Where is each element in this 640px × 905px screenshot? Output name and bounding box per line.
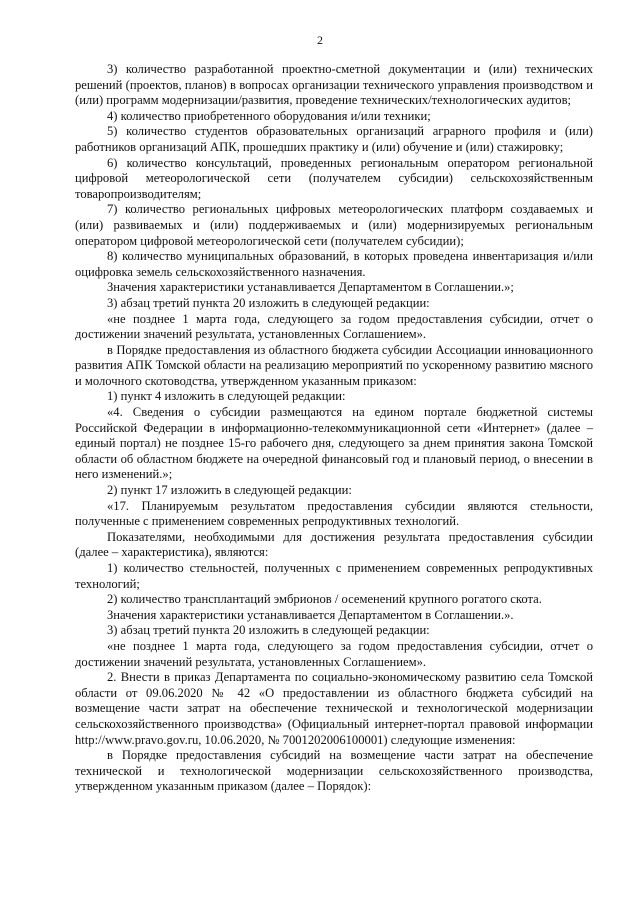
- paragraph: «17. Планируемым результатом предоставления субсидии являются стельности, полученные с применением современных репродуктивных технологий.: [75, 498, 593, 529]
- paragraph: 7) количество региональных цифровых метеорологических платформ создаваемых и (или) развиваемых и (или) поддерживаемых и (или) модернизируемых региональным оператором цифровой метеорологической сети (получателем субсидии);: [75, 202, 593, 248]
- paragraph: 2) количество трансплантаций эмбрионов / осеменений крупного рогатого скота.: [107, 592, 542, 607]
- paragraph: 2. Внести в приказ Департамента по социально-экономическому развитию села Томской области от 09.06.2020 № 42 «О предоставлении из областного бюджета субсидий на возмещение части затрат на обеспечение технической и технологической модернизации сельскохозяйственного производства» (Официальный интернет-портал правовой информации http://www.pravo.gov.ru, 10.06.2020, № 7001202006100001) следующие изменения:: [75, 670, 593, 747]
- paragraph: 3) абзац третий пункта 20 изложить в следующей редакции:: [107, 623, 430, 638]
- paragraph: 3) количество разработанной проектно-сметной документации и (или) технических решений (проектов, планов) в вопросах организации технического управления производством и (или) программ модернизации/развития, проведение технических/технологических аудитов;: [75, 62, 593, 108]
- page-number: 2: [317, 33, 323, 47]
- paragraph: 4) количество приобретенного оборудования и/или техники;: [107, 108, 431, 123]
- paragraph: в Порядке предоставления субсидий на возмещение части затрат на обеспечение технической и технологической модернизации сельскохозяйственного производства, утвержденном указанным приказом (далее – Порядок):: [75, 748, 593, 794]
- paragraph: 5) количество студентов образовательных организаций аграрного профиля и (или) работников организаций АПК, прошедших практику и (или) обучение и (или) стажировку;: [75, 124, 593, 154]
- paragraph: 1) пункт 4 изложить в следующей редакции:: [107, 389, 346, 404]
- paragraph: Значения характеристики устанавливается Департаментом в Соглашении.»;: [107, 280, 514, 295]
- paragraph: 2) пункт 17 изложить в следующей редакции:: [107, 483, 352, 498]
- paragraph: в Порядке предоставления из областного бюджета субсидии Ассоциации инновационного развития АПК Томской области на реализацию мероприятий по ускоренному развитию мясного и молочного скотоводства, утвержденном указанным приказом:: [75, 342, 593, 388]
- paragraph: «не позднее 1 марта года, следующего за годом предоставления субсидии, отчет о достижении значений результата, установленных Соглашением».: [75, 311, 593, 342]
- paragraph: 3) абзац третий пункта 20 изложить в следующей редакции:: [107, 295, 430, 310]
- paragraph: «4. Сведения о субсидии размещаются на едином портале бюджетной системы Российской Федерации в информационно-телекоммуникационной сети «Интернет» (далее – единый портал) не позднее 15-го рабочего дня, следующего за днем принятия закона Томской области об областном бюджете на очередной финансовый год и плановый период, о внесении в него изменений.»;: [75, 405, 593, 482]
- paragraph: Показателями, необходимыми для достижения результата предоставления субсидии (далее – характеристика), являются:: [75, 529, 593, 560]
- paragraph: Значения характеристики устанавливается Департаментом в Соглашении.».: [107, 607, 514, 622]
- paragraph: 6) количество консультаций, проведенных региональным оператором региональной цифровой метеорологической сети (получателем субсидии) сельскохозяйственным товаропроизводителям;: [75, 155, 593, 201]
- document-body: [75, 62, 593, 795]
- paragraph: «не позднее 1 марта года, следующего за годом предоставления субсидии, отчет о достижении значений результата, установленных Соглашением».: [75, 638, 593, 669]
- paragraph: 1) количество стельностей, полученных с применением современных репродуктивных технологий;: [75, 561, 593, 591]
- paragraph: 8) количество муниципальных образований, в которых проведена инвентаризация и/или оцифровка земель сельскохозяйственного назначения.: [75, 249, 593, 279]
